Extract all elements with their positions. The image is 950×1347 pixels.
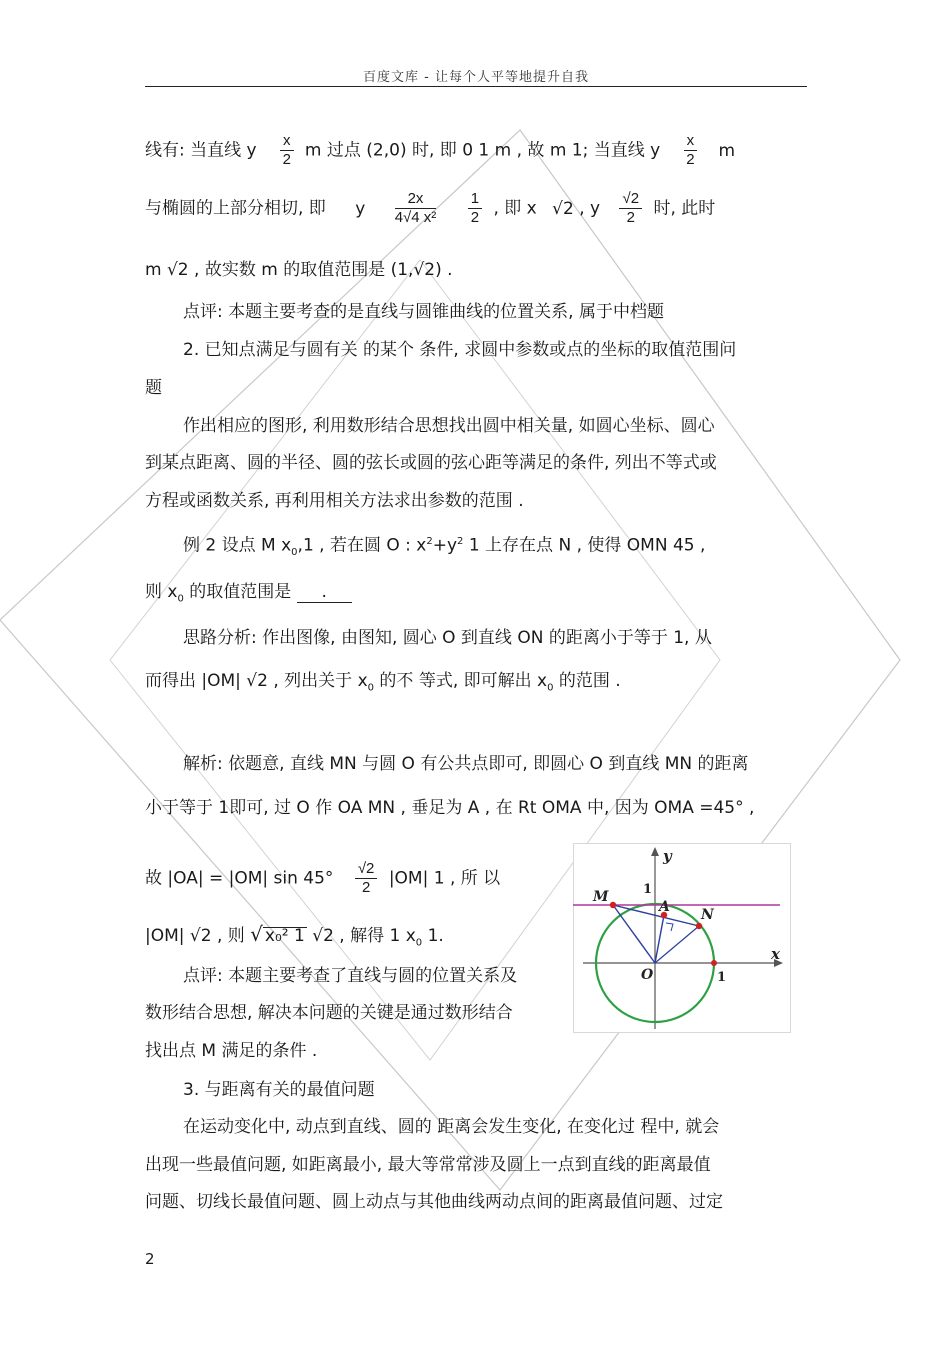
frac-den: 2 <box>686 151 695 168</box>
frac-den: 2 <box>361 879 371 896</box>
l16-a: 故 |OA| = |OM| sin 45° <box>145 868 334 889</box>
l2-e: , y <box>579 198 601 219</box>
text-line-19: 数形结合思想, 解决本问题的关键是通过数形结合 <box>145 1003 513 1023</box>
l13-sub-b: 0 <box>547 682 554 694</box>
l17-sub: 0 <box>415 937 423 949</box>
l11-sub: 0 <box>177 593 184 605</box>
answer-blank: . <box>297 582 352 603</box>
l13-c: 的范围 . <box>553 671 621 691</box>
radicand: x₀² 1 <box>264 926 305 946</box>
text-line-12: 思路分析: 作出图像, 由图知, 圆心 O 到直线 ON 的距离小于等于 1, 从 <box>183 628 712 648</box>
label-o: O <box>641 967 654 983</box>
text-line-13 <box>145 671 621 698</box>
circle-diagram <box>573 843 791 1033</box>
l2-a: 与椭圆的上部分相切, 即 <box>145 198 326 219</box>
frac-num: x <box>684 132 698 151</box>
text-line-18: 点评: 本题主要考查了直线与圆的位置关系及 <box>183 966 518 986</box>
label-x: x <box>771 945 780 963</box>
fraction-2x <box>395 190 437 227</box>
l10-a: 例 2 设点 M x <box>183 535 292 556</box>
text-line-10 <box>183 532 705 563</box>
fraction-x-over-2-b <box>684 132 698 169</box>
text-line-23: 出现一些最值问题, 如距离最小, 最大等常常涉及圆上一点到直线的距离最值 <box>145 1155 711 1175</box>
text-line-17 <box>145 924 444 953</box>
l13-b: 的不 等式, 即可解出 x <box>374 671 548 691</box>
l17-c: 1. <box>422 926 444 946</box>
point-m <box>610 902 616 908</box>
frac-num: 1 <box>468 190 482 209</box>
label-1-right: 1 <box>717 970 727 985</box>
text-line-3: m √2 , 故实数 m 的取值范围是 (1,√2) . <box>145 260 453 280</box>
frac-den: 2 <box>470 209 480 226</box>
text-line-20: 找出点 M 满足的条件 . <box>145 1041 318 1061</box>
label-n: N <box>701 907 714 923</box>
l2-b: y <box>355 198 366 219</box>
text-line-8: 到某点距离、圆的半径、圆的弦长或圆的弦心距等满足的条件, 列出不等式或 <box>145 453 717 473</box>
l1-a: 线有: 当直线 y <box>145 140 257 161</box>
l10-sup-b: 2 <box>457 536 464 547</box>
l2-d: √2 <box>552 198 574 219</box>
l13-sub-a: 0 <box>367 682 375 694</box>
frac-num: 2x <box>395 190 437 209</box>
l11-a: 则 x <box>145 582 178 602</box>
point-n <box>696 923 702 929</box>
l10-c: +y <box>432 535 458 556</box>
text-line-24: 问题、切线长最值问题、圆上动点与其他曲线两动点间的距离最值问题、过定 <box>145 1192 723 1212</box>
frac-den: 4√4 x² <box>394 209 437 226</box>
l10-d: 1 上存在点 N , 使得 OMN 45 , <box>463 535 706 556</box>
frac-den: 2 <box>282 151 291 168</box>
frac-den: 2 <box>626 209 635 226</box>
text-line-9: 方程或函数关系, 再利用相关方法求出参数的范围 . <box>145 491 524 511</box>
text-line-6: 题 <box>145 378 162 398</box>
label-a: A <box>659 899 670 915</box>
l1-b: m 过点 (2,0) 时, 即 0 1 m , 故 m 1; 当直线 y <box>304 140 661 161</box>
figure-frame <box>574 844 791 1033</box>
radical-sign: √ <box>250 922 263 946</box>
l2-f: 时, 此时 <box>653 198 716 219</box>
frac-num: √2 <box>355 860 378 879</box>
point-1-x <box>711 960 717 966</box>
l10-sup-a: 2 <box>426 536 433 547</box>
label-m: M <box>593 889 609 905</box>
fraction-root2-over-2 <box>619 190 642 227</box>
frac-num: √2 <box>619 190 642 209</box>
text-line-2 <box>145 190 715 227</box>
l10-sub: 0 <box>291 547 298 559</box>
fraction-x-over-2 <box>280 132 294 169</box>
header-rule <box>145 86 807 87</box>
text-line-7: 作出相应的图形, 利用数形结合思想找出圆中相关量, 如圆心坐标、圆心 <box>183 416 715 436</box>
page-number: 2 <box>145 1250 155 1268</box>
fraction-root2-over-2-b <box>355 860 378 897</box>
text-line-15: 小于等于 1即可, 过 O 作 OA MN , 垂足为 A , 在 Rt OMA 中, 因为 OMA =45° , <box>145 798 755 818</box>
l10-b: ,1 , 若在圆 O : x <box>297 535 427 556</box>
text-line-21: 3. 与距离有关的最值问题 <box>183 1080 375 1100</box>
frac-num: x <box>280 132 294 151</box>
text-line-22: 在运动变化中, 动点到直线、圆的 距离会发生变化, 在变化过 程中, 就会 <box>183 1117 720 1137</box>
text-line-4: 点评: 本题主要考查的是直线与圆锥曲线的位置关系, 属于中档题 <box>183 302 664 322</box>
l17-b: √2 , 解得 1 x <box>306 926 416 946</box>
text-line-5: 2. 已知点满足与圆有关 的某个 条件, 求圆中参数或点的坐标的取值范围问 <box>183 340 737 360</box>
text-line-1 <box>145 132 735 169</box>
text-line-11 <box>145 582 352 609</box>
label-1-top: 1 <box>643 882 653 897</box>
page-header: 百度文库 - 让每个人平等地提升自我 <box>363 70 589 85</box>
l1-c: m <box>718 140 736 161</box>
text-line-14: 解析: 依题意, 直线 MN 与圆 O 有公共点即可, 即圆心 O 到直线 MN 的距离 <box>183 754 749 774</box>
l13-a: 而得出 |OM| √2 , 列出关于 x <box>145 671 368 691</box>
l11-b: 的取值范围是 <box>183 582 297 602</box>
l16-b: |OM| 1 , 所 以 <box>388 868 501 889</box>
text-line-16 <box>145 860 500 897</box>
fraction-1-over-2 <box>468 190 482 227</box>
l17-a: |OM| √2 , 则 <box>145 926 251 946</box>
label-y: y <box>663 847 672 865</box>
l2-c: , 即 x <box>493 198 537 219</box>
